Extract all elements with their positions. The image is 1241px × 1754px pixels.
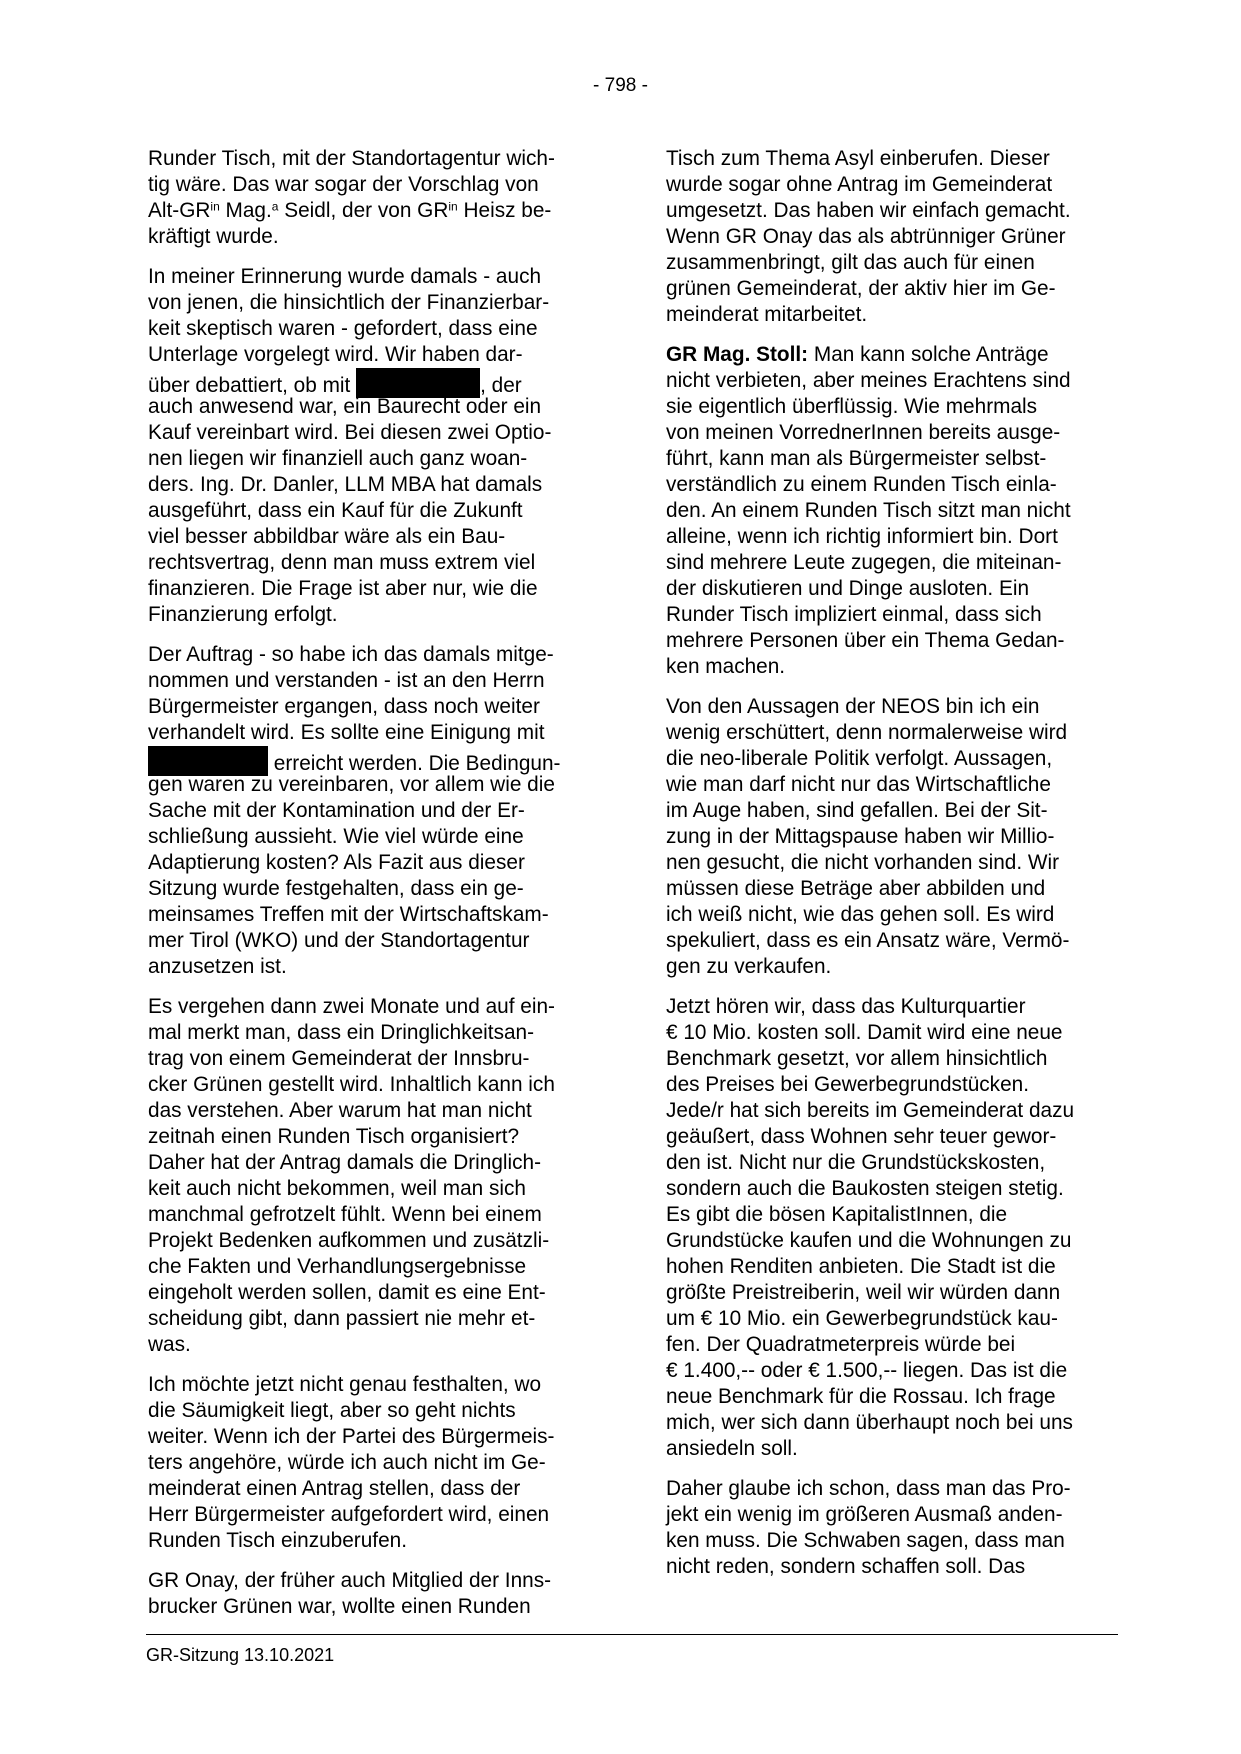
text-line: che Fakten und Verhandlungsergebnisse (148, 1255, 527, 1278)
text-line: zeitnah einen Runden Tisch organisiert? (148, 1125, 520, 1148)
text-line: sind mehrere Leute zugegen, die miteinan- (666, 551, 1062, 574)
text-line: spekuliert, dass es ein Ansatz wäre, Vermö- (666, 929, 1070, 952)
text-line: Es gibt die bösen KapitalistInnen, die (666, 1203, 1008, 1226)
text-line: finanzieren. Die Frage ist aber nur, wie die (148, 577, 538, 600)
text-line: Projekt Bedenken aufkommen und zusätzli- (148, 1229, 550, 1252)
text-line: hohen Renditen anbieten. Die Stadt ist die (666, 1255, 1056, 1278)
text-line: größte Preistreiberin, weil wir würden dann (666, 1281, 1061, 1304)
text-line: gen waren zu vereinbaren, vor allem wie die (148, 773, 555, 796)
text-line: neue Benchmark für die Rossau. Ich frage (666, 1385, 1056, 1408)
text-line: führt, kann man als Bürgermeister selbst- (666, 447, 1047, 470)
text-line: wurde sogar ohne Antrag im Gemeinderat (666, 173, 1053, 196)
text-line: Finanzierung erfolgt. (148, 603, 338, 626)
text-line: eingeholt werden sollen, damit es eine Ent- (148, 1281, 546, 1304)
text-line: um € 10 Mio. ein Gewerbegrundstück kau- (666, 1307, 1058, 1330)
text-line: GR Onay, der früher auch Mitglied der Inns- (148, 1569, 552, 1592)
text-line: Bürgermeister ergangen, dass noch weiter (148, 695, 540, 718)
text-line: Grundstücke kaufen und die Wohnungen zu (666, 1229, 1072, 1252)
text-line: nicht reden, sondern schaffen soll. Das (666, 1555, 1026, 1578)
text-line: mich, wer sich dann überhaupt noch bei uns (666, 1411, 1073, 1434)
text-line: ters angehöre, würde ich auch nicht im Ge- (148, 1451, 546, 1474)
text-line: Jetzt hören wir, dass das Kulturquartier (666, 995, 1026, 1018)
text-line: manchmal gefrotzelt fühlt. Wenn bei einem (148, 1203, 542, 1226)
text-line: was. (148, 1333, 191, 1356)
text-line: meinderat mitarbeitet. (666, 303, 868, 326)
text-line: die neo-liberale Politik verfolgt. Aussagen, (666, 747, 1053, 770)
text-line: mal merkt man, dass ein Dringlichkeitsan- (148, 1021, 535, 1044)
text-line: Adaptierung kosten? Als Fazit aus dieser (148, 851, 525, 874)
text-line: meinsames Treffen mit der Wirtschaftskam- (148, 903, 549, 926)
text-line: tig wäre. Das war sogar der Vorschlag von (148, 173, 539, 196)
text-line: gen zu verkaufen. (666, 955, 832, 978)
text-line: cker Grünen gestellt wird. Inhaltlich kann ich (148, 1073, 555, 1096)
text-line: trag von einem Gemeinderat der Innsbru- (148, 1047, 530, 1070)
text-line: In meiner Erinnerung wurde damals - auch (148, 265, 542, 288)
text-line: der diskutieren und Dinge ausloten. Ein (666, 577, 1030, 600)
text-line: GR Mag. Stoll: Man kann solche Anträge (666, 343, 1049, 366)
text-line: das verstehen. Aber warum hat man nicht (148, 1099, 532, 1122)
text-line: verständlich zu einem Runden Tisch einla- (666, 473, 1057, 496)
text-line: wenig erschüttert, denn normalerweise wird (666, 721, 1068, 744)
text-line: Kauf vereinbart wird. Bei diesen zwei Optio- (148, 421, 552, 444)
speaker-name: GR Mag. Stoll: (666, 343, 809, 366)
text-line: Herr Bürgermeister aufgefordert wird, einen (148, 1503, 550, 1526)
text-line: müssen diese Beträge aber abbilden und (666, 877, 1046, 900)
text-line: ken muss. Die Schwaben sagen, dass man (666, 1529, 1065, 1552)
text-line: keit skeptisch waren - gefordert, dass eine (148, 317, 538, 340)
text-line: nicht verbieten, aber meines Erachtens sind (666, 369, 1071, 392)
text-line: ausgeführt, dass ein Kauf für die Zukunft (148, 499, 523, 522)
text-line: Daher hat der Antrag damals die Dringlich- (148, 1151, 542, 1174)
text-line: geäußert, dass Wohnen sehr teuer gewor- (666, 1125, 1057, 1148)
text-line: Von den Aussagen der NEOS bin ich ein (666, 695, 1040, 718)
text-line: sondern auch die Baukosten steigen stetig. (666, 1177, 1064, 1200)
text-line: Es vergehen dann zwei Monate und auf ein- (148, 995, 555, 1018)
text-line: alleine, wenn ich richtig informiert bin. Dort (666, 525, 1058, 548)
text-line: von meinen VorrednerInnen bereits ausge- (666, 421, 1061, 444)
text-line: nommen und verstanden - ist an den Herrn (148, 669, 545, 692)
text-line: fen. Der Quadratmeterpreis würde bei (666, 1333, 1016, 1356)
text-line: die Säumigkeit liegt, aber so geht nichts (148, 1399, 516, 1422)
text-line: mer Tirol (WKO) und der Standortagentur (148, 929, 530, 952)
text-line: Runden Tisch einzuberufen. (148, 1529, 407, 1552)
text-line: Sache mit der Kontamination und der Er- (148, 799, 525, 822)
text-line: meinderat einen Antrag stellen, dass der (148, 1477, 521, 1500)
text-line: ansiedeln soll. (666, 1437, 798, 1460)
text-line: sie eigentlich überflüssig. Wie mehrmals (666, 395, 1038, 418)
text-line: auch anwesend war, ein Baurecht oder ein (148, 395, 542, 418)
text-line: scheidung gibt, dann passiert nie mehr et- (148, 1307, 536, 1330)
text-line: Ich möchte jetzt nicht genau festhalten, wo (148, 1373, 542, 1396)
text-line: umgesetzt. Das haben wir einfach gemacht. (666, 199, 1071, 222)
text-line: verhandelt wird. Es sollte eine Einigung mit (148, 721, 545, 744)
text-line: Wenn GR Onay das als abtrünniger Grüner (666, 225, 1066, 248)
text-line: ders. Ing. Dr. Danler, LLM MBA hat damals (148, 473, 543, 496)
text-line: den ist. Nicht nur die Grundstückskosten, (666, 1151, 1046, 1174)
text-line: nen gesucht, die nicht vorhanden sind. Wir (666, 851, 1060, 874)
text-line: Der Auftrag - so habe ich das damals mitge- (148, 643, 554, 666)
text-line: Unterlage vorgelegt wird. Wir haben dar- (148, 343, 523, 366)
text-line: brucker Grünen war, wollte einen Runden (148, 1595, 531, 1618)
text-line: wie man darf nicht nur das Wirtschaftliche (666, 773, 1051, 796)
text-line: Alt-$GR^{in}$ Mag.$^a$ Seidl, der von $GR^{in}$ Heisz be- (148, 199, 552, 222)
text-line: nen liegen wir finanziell auch ganz woan- (148, 447, 528, 470)
text-line: Tisch zum Thema Asyl einberufen. Dieser (666, 147, 1050, 170)
text-line: Daher glaube ich schon, dass man das Pro- (666, 1477, 1071, 1500)
text-line: ken machen. (666, 655, 786, 678)
text-line: keit auch nicht bekommen, weil man sich (148, 1177, 526, 1200)
text-line: im Auge haben, sind gefallen. Bei der Sit- (666, 799, 1048, 822)
text-line: anzusetzen ist. (148, 955, 287, 978)
text-line: zusammenbringt, gilt das auch für einen (666, 251, 1035, 274)
text-line: kräftigt wurde. (148, 225, 279, 248)
page-number: - 798 - (593, 75, 648, 96)
text-line: mehrere Personen über ein Thema Gedan- (666, 629, 1065, 652)
text-line: Benchmark gesetzt, vor allem hinsichtlich (666, 1047, 1048, 1070)
text-line: ich weiß nicht, wie das gehen soll. Es wird (666, 903, 1055, 926)
text-line: zung in der Mittagspause haben wir Millio- (666, 825, 1055, 848)
text-line: über debattiert, ob mit , der (148, 368, 522, 399)
text-line: jekt ein wenig im größeren Ausmaß anden- (666, 1503, 1063, 1526)
text-line: den. An einem Runden Tisch sitzt man nicht (666, 499, 1071, 522)
text-line: grünen Gemeinderat, der aktiv hier im Ge- (666, 277, 1056, 300)
text-line: € 1.400,-- oder € 1.500,-- liegen. Das ist die (666, 1359, 1068, 1382)
footer-divider (146, 1634, 1118, 1635)
text-line: weiter. Wenn ich der Partei des Bürgermeis- (148, 1425, 555, 1448)
text-line: des Preises bei Gewerbegrundstücken. (666, 1073, 1029, 1096)
text-line: Jede/r hat sich bereits im Gemeinderat dazu (666, 1099, 1075, 1122)
text-line: € 10 Mio. kosten soll. Damit wird eine neue (666, 1021, 1063, 1044)
text-line: erreicht werden. Die Bedingun- (148, 746, 560, 777)
text-line: Runder Tisch, mit der Standortagentur wich- (148, 147, 555, 170)
text-line: schließung aussieht. Wie viel würde eine (148, 825, 524, 848)
text-line: von jenen, die hinsichtlich der Finanzierbar- (148, 291, 550, 314)
text-line: rechtsvertrag, denn man muss extrem viel (148, 551, 536, 574)
text-line: Sitzung wurde festgehalten, dass ein ge- (148, 877, 524, 900)
text-line: Runder Tisch impliziert einmal, dass sich (666, 603, 1042, 626)
text-line: viel besser abbildbar wäre als ein Bau- (148, 525, 506, 548)
footer-session-label: GR-Sitzung 13.10.2021 (146, 1645, 335, 1665)
